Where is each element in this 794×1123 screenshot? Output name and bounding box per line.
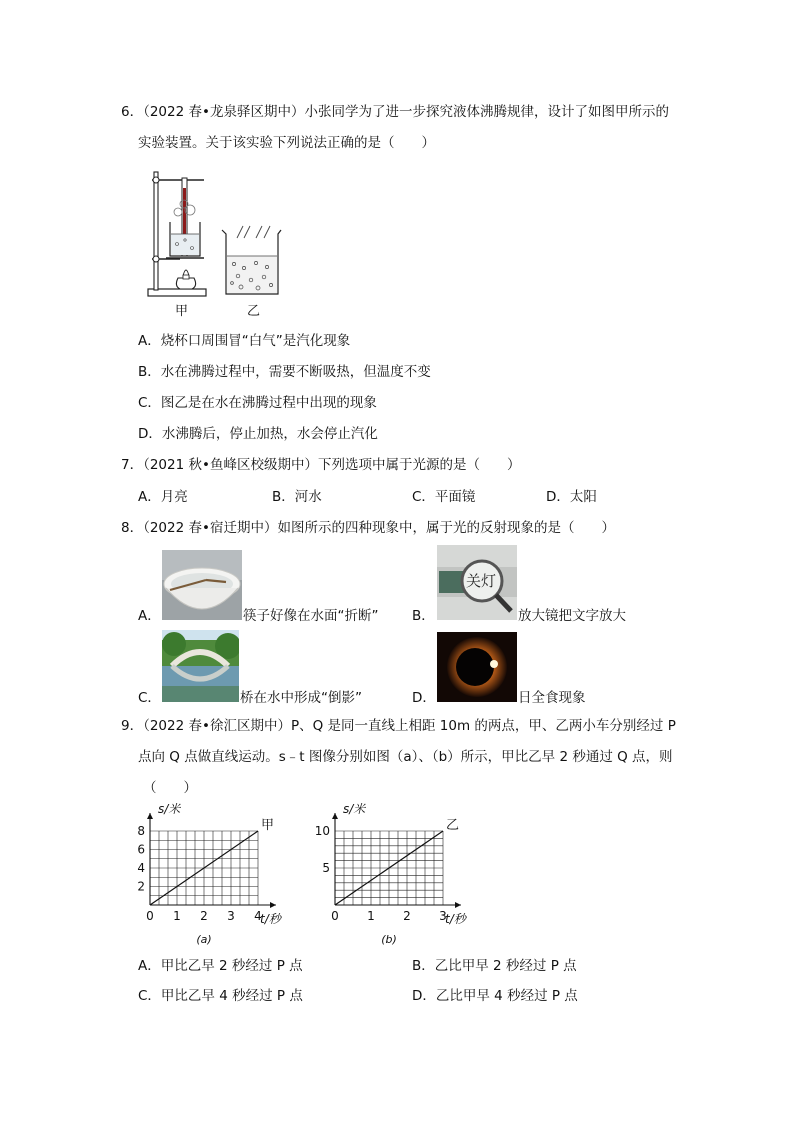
x-tick-label: 3 <box>227 909 235 923</box>
q6-option-d[interactable]: D．水沸腾后，停止加热，水会停止汽化 <box>138 426 378 442</box>
q9-option-b[interactable]: B．乙比甲早 2 秒经过 P 点 <box>412 958 577 974</box>
y-tick-label: 4 <box>137 861 145 875</box>
q6-stem-line1: 6．（2022 春•龙泉驿区期中）小张同学为了进一步探究液体沸腾规律，设计了如图甲所示的 <box>121 104 669 120</box>
q8-option-a-text: 筷子好像在水面“折断” <box>243 608 379 624</box>
figure-label-yi: 乙 <box>247 304 261 319</box>
y-axis-label: s/米 <box>158 802 181 816</box>
x-tick-label: 0 <box>146 909 154 923</box>
q9-stem-line3: （ ） <box>143 780 197 796</box>
chart-b-distance-time <box>310 802 485 947</box>
q8-option-d-letter[interactable]: D． <box>412 690 436 706</box>
y-tick-label: 5 <box>322 861 330 875</box>
q9-option-c[interactable]: C．甲比乙早 4 秒经过 P 点 <box>138 988 303 1004</box>
solar-eclipse-photo <box>437 632 517 702</box>
series-label: 甲 <box>261 818 275 833</box>
q6-option-a[interactable]: A．烧杯口周围冒“白气”是汽化现象 <box>138 333 351 349</box>
y-axis-arrow <box>147 813 153 819</box>
q9-option-d[interactable]: D．乙比甲早 4 秒经过 P 点 <box>412 988 578 1004</box>
q8-option-d-text: 日全食现象 <box>518 690 586 706</box>
x-axis-arrow <box>455 902 461 908</box>
chart-caption: (a) <box>196 933 212 946</box>
q7-option-b[interactable]: B．河水 <box>272 489 322 505</box>
x-tick-label: 0 <box>331 909 339 923</box>
x-tick-label: 4 <box>254 909 262 923</box>
q8-stem: 8．（2022 春•宿迁期中）如图所示的四种现象中，属于光的反射现象的是（ ） <box>121 520 615 536</box>
stand-pole <box>154 172 158 290</box>
x-axis-arrow <box>270 902 276 908</box>
x-tick-label: 3 <box>439 909 447 923</box>
q9-stem-line2: 点向 Q 点做直线运动。s﹣t 图像分别如图（a）、（b）所示，甲比乙早 2 秒通过 Q 点，则 <box>138 749 673 765</box>
q8-option-b-text: 放大镜把文字放大 <box>518 608 626 624</box>
alcohol-lamp <box>176 278 195 289</box>
q6-option-b[interactable]: B．水在沸腾过程中，需要不断吸热，但温度不变 <box>138 364 431 380</box>
q8-option-b-letter[interactable]: B． <box>412 608 435 624</box>
series-label: 乙 <box>446 818 460 833</box>
sign-text: 关灯 <box>465 572 497 590</box>
q8-option-c-letter[interactable]: C． <box>138 690 161 706</box>
magnifier-photo <box>437 545 517 620</box>
chopsticks-bowl-photo <box>162 550 242 620</box>
x-tick-label: 2 <box>403 909 411 923</box>
y-axis-arrow <box>332 813 338 819</box>
x-axis-label: t/秒 <box>445 912 466 926</box>
q6-option-c[interactable]: C．图乙是在水在沸腾过程中出现的现象 <box>138 395 377 411</box>
q8-option-a-letter[interactable]: A． <box>138 608 161 624</box>
q7-option-d[interactable]: D．太阳 <box>546 489 597 505</box>
bridge-reflection-photo <box>162 630 239 702</box>
y-axis-label: s/米 <box>343 802 366 816</box>
q9-stem-line1: 9．（2022 春•徐汇区期中）P、Q 是同一直线上相距 10m 的两点，甲、乙两小车分别经过 P <box>121 718 676 734</box>
x-tick-label: 2 <box>200 909 208 923</box>
q7-option-a[interactable]: A．月亮 <box>138 489 188 505</box>
chart-a-distance-time <box>130 802 305 947</box>
x-tick-label: 1 <box>173 909 181 923</box>
y-tick-label: 6 <box>137 842 145 857</box>
y-tick-label: 8 <box>137 824 145 838</box>
y-tick-label: 10 <box>314 824 330 838</box>
boiling-apparatus-figure <box>140 168 290 318</box>
x-tick-label: 1 <box>367 909 375 923</box>
q7-option-c[interactable]: C．平面镜 <box>412 489 476 505</box>
q9-option-a[interactable]: A．甲比乙早 2 秒经过 P 点 <box>138 958 303 974</box>
chart-caption: (b) <box>381 933 397 946</box>
q6-stem-line2: 实验装置。关于该实验下列说法正确的是（ ） <box>138 135 435 151</box>
q7-stem: 7．（2021 秋•鱼峰区校级期中）下列选项中属于光源的是（ ） <box>121 457 521 473</box>
figure-label-jia: 甲 <box>175 304 189 319</box>
x-axis-label: t/秒 <box>260 912 281 926</box>
y-tick-label: 2 <box>137 879 145 894</box>
q8-option-c-text: 桥在水中形成“倒影” <box>240 690 362 706</box>
